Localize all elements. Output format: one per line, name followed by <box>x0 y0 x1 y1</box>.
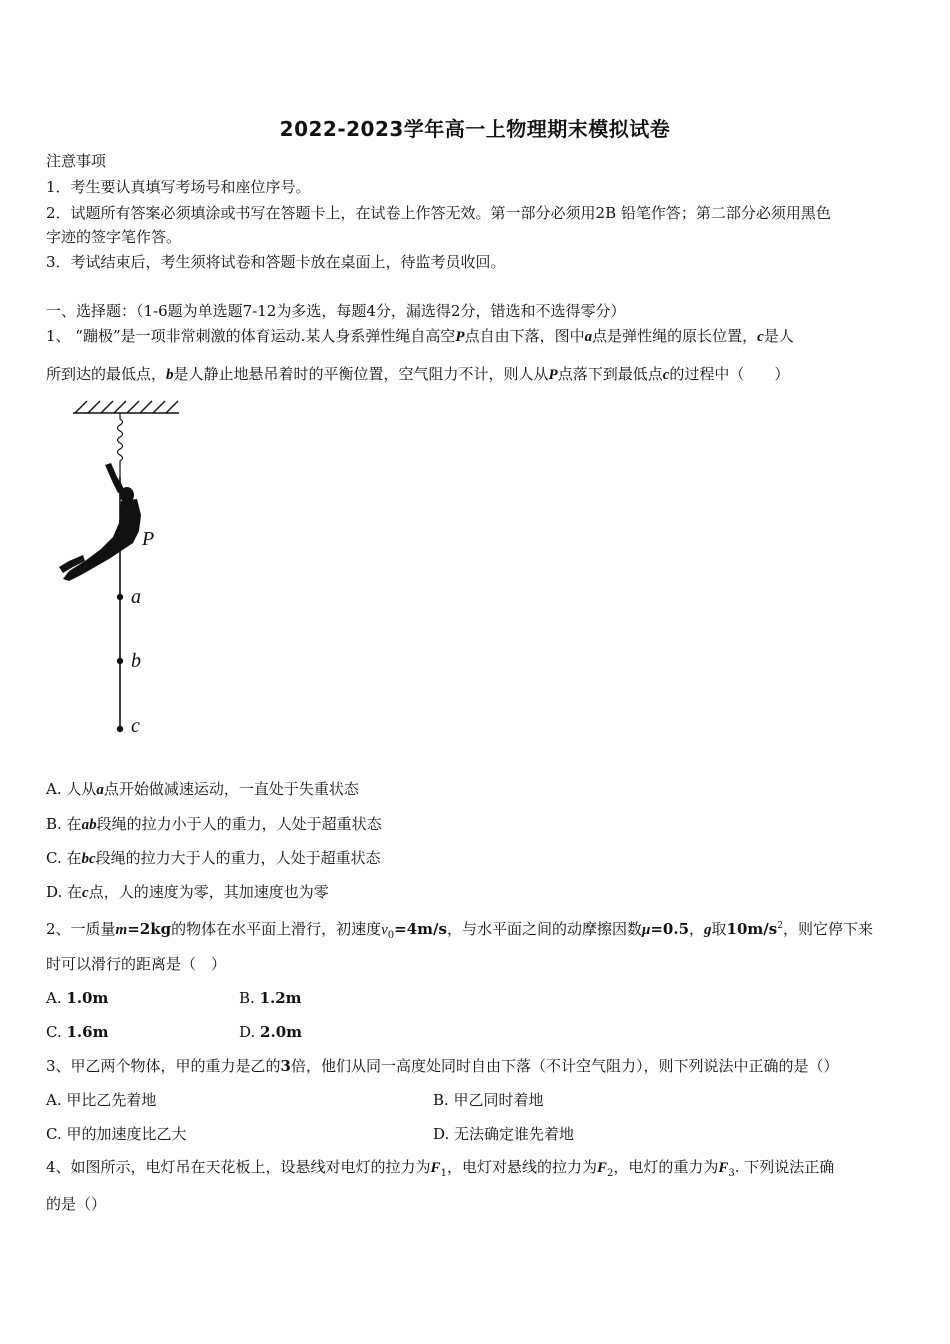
notice-item: 1．考生要认真填写考场号和座位序号。 <box>46 178 311 196</box>
question-4-line-1: 4、如图所示，电灯吊在天花板上，设悬线对电灯的拉力为$F_1$，电灯对悬线的拉力为$F_2$，电灯的重力为$F_3$. 下列说法正确 <box>46 1158 835 1179</box>
question-1-line-2: 所到达的最低点，b是人静止地悬吊着时的平衡位置，空气阻力不计，则人从P点落下到最低点c的过程中（ ） <box>46 365 790 383</box>
q1-option-b[interactable]: B. 在ab段绳的拉力小于人的重力，人处于超重状态 <box>46 815 382 833</box>
question-2-line-2: 时可以滑行的距离是（ ） <box>46 955 227 973</box>
label-b: b <box>131 650 141 672</box>
point-c <box>117 726 123 732</box>
q3-option-c[interactable]: C. 甲的加速度比乙大 <box>46 1125 187 1143</box>
question-2-line-1: 2、一质量m=2kg的物体在水平面上滑行，初速度$v_0=4m/s$，与水平面之间的动摩擦因数μ=0.5，g取$10m/s^2$，则它停下来 <box>46 920 873 941</box>
notice-item: 3．考试结束后，考生须将试卷和答题卡放在桌面上，待监考员收回。 <box>46 253 506 271</box>
q2-option-d[interactable]: D. 2.0m <box>239 1023 303 1041</box>
point-a <box>117 594 123 600</box>
q2-option-b[interactable]: B. 1.2m <box>239 989 302 1007</box>
question-1-line-1: 1、 “蹦极”是一项非常刺激的体育运动.某人身系弹性绳自高空P点自由下落，图中a点是弹性绳的原长位置，c是人 <box>46 327 794 345</box>
section-heading: 一、选择题：（1-6题为单选题7-12为多选，每题4分，漏选得2分，错选和不选得零分） <box>46 302 626 320</box>
notice-item: 字迹的签字笔作答。 <box>46 228 182 246</box>
page-title: 2022-2023学年高一上物理期末模拟试卷 <box>279 117 671 141</box>
question-4-line-2: 的是（） <box>46 1195 107 1213</box>
bungee-figure <box>55 395 195 740</box>
q3-option-a[interactable]: A. 甲比乙先着地 <box>46 1091 157 1109</box>
question-3: 3、甲乙两个物体，甲的重力是乙的3倍，他们从同一高度处同时自由下落（不计空气阻力），则下列说法中正确的是（） <box>46 1057 839 1075</box>
label-P: P <box>142 528 155 550</box>
notice-heading: 注意事项 <box>46 152 107 170</box>
jumper-silhouette <box>59 463 141 581</box>
q2-option-c[interactable]: C. 1.6m <box>46 1023 109 1041</box>
label-a: a <box>131 586 141 608</box>
q3-option-b[interactable]: B. 甲乙同时着地 <box>433 1091 544 1109</box>
label-c: c <box>131 715 140 737</box>
point-b <box>117 658 123 664</box>
q1-option-c[interactable]: C. 在bc段绳的拉力大于人的重力，人处于超重状态 <box>46 849 381 867</box>
q3-option-d[interactable]: D. 无法确定谁先着地 <box>433 1125 575 1143</box>
notice-item: 2．试题所有答案必须填涂或书写在答题卡上，在试卷上作答无效。第一部分必须用2B 铅笔作答；第二部分必须用黑色 <box>46 204 831 222</box>
q1-option-a[interactable]: A. 人从a点开始做减速运动，一直处于失重状态 <box>46 780 359 798</box>
q1-option-d[interactable]: D. 在c点，人的速度为零，其加速度也为零 <box>46 883 329 901</box>
q2-option-a[interactable]: A. 1.0m <box>46 989 109 1007</box>
